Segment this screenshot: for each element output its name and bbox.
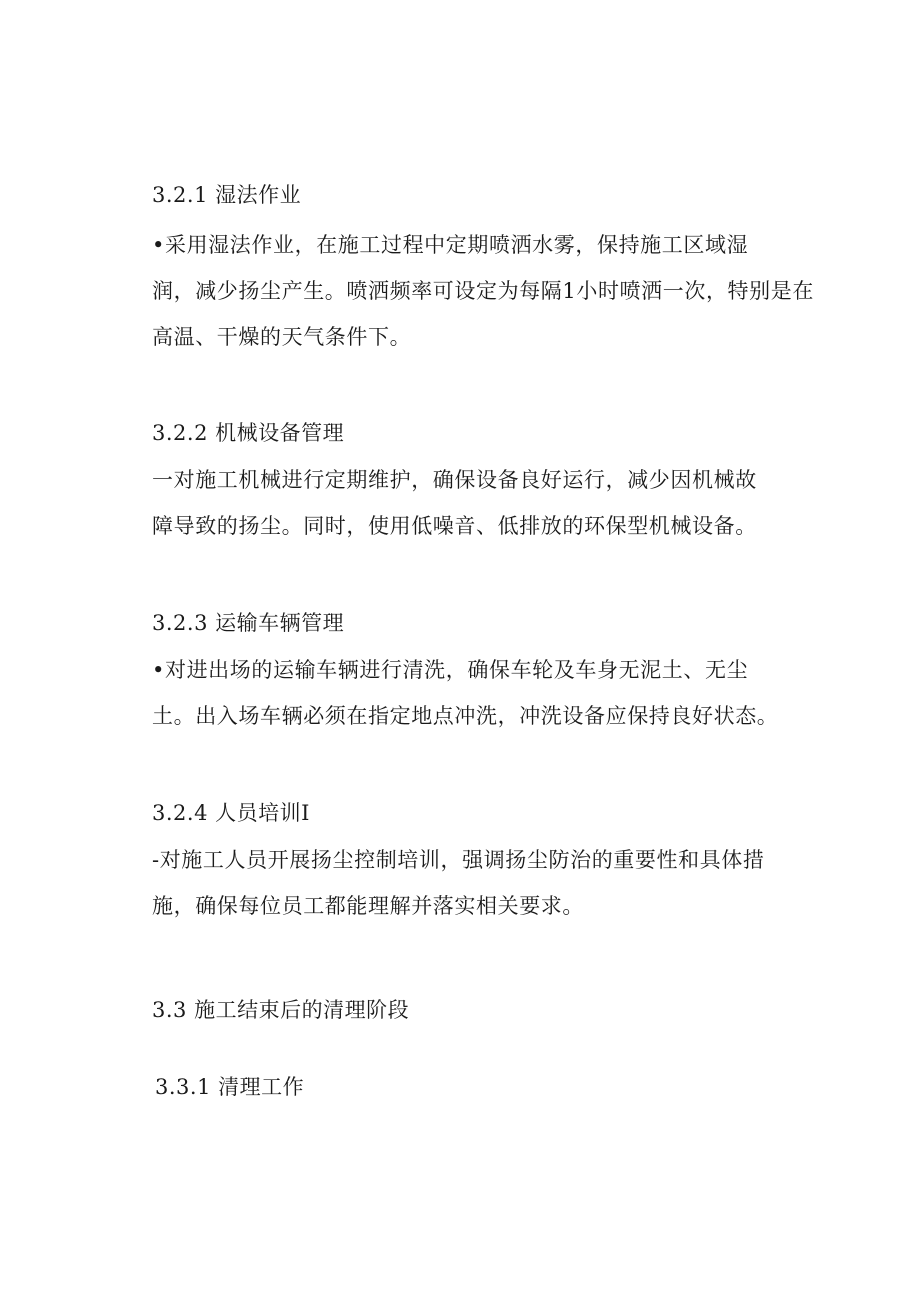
paragraph-line: 障导致的扬尘。同时，使用低噪音、低排放的环保型机械设备。 — [152, 514, 757, 538]
section-body-3-2-1 — [152, 222, 822, 360]
paragraph-line: -对施工人员开展扬尘控制培训，强调扬尘防治的重要性和具体措 — [152, 848, 765, 872]
paragraph-line: 润，减少扬尘产生。喷洒频率可设定为每隔1小时喷洒一次，特别是在 — [152, 279, 814, 303]
section-heading-3-2-1: 3.2.1 湿法作业 — [152, 183, 302, 207]
section-heading-3-2-3: 3.2.3 运输车辆管理 — [152, 611, 345, 635]
paragraph-line: •对进出场的运输车辆进行清洗，确保车轮及车身无泥土、无尘 — [152, 658, 749, 682]
section-heading-3-3: 3.3 施工结束后的清理阶段 — [152, 998, 410, 1022]
paragraph-line: 高温、干燥的天气条件下。 — [152, 325, 412, 349]
section-body-3-2-2 — [152, 457, 822, 549]
paragraph-line: 施，确保每位员工都能理解并落实相关要求。 — [152, 894, 584, 918]
paragraph-line: 土。出入场车辆必须在指定地点冲洗，冲洗设备应保持良好状态。 — [152, 704, 779, 728]
paragraph-line: •采用湿法作业，在施工过程中定期喷洒水雾，保持施工区域湿 — [152, 233, 749, 257]
section-body-3-2-4 — [152, 837, 822, 929]
section-heading-3-3-1: 3.3.1 清理工作 — [155, 1075, 305, 1099]
section-body-3-2-3 — [152, 647, 822, 739]
section-heading-3-2-2: 3.2.2 机械设备管理 — [152, 421, 345, 445]
section-heading-3-2-4: 3.2.4 人员培训I — [152, 801, 310, 825]
paragraph-line: 一对施工机械进行定期维护，确保设备良好运行，减少因机械故 — [152, 468, 757, 492]
